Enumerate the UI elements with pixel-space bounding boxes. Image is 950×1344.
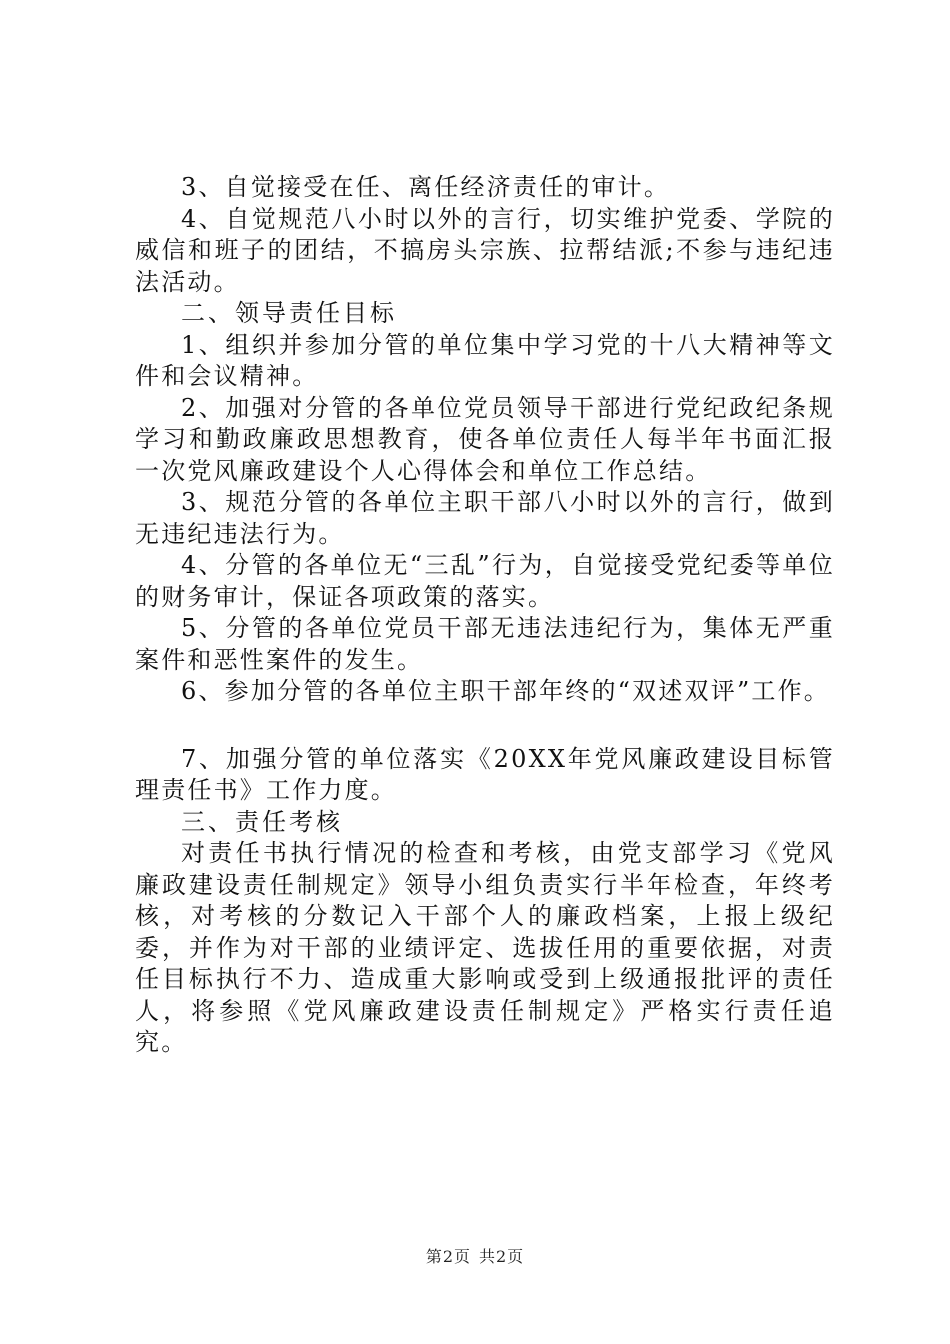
document-body <box>135 172 835 1059</box>
paragraph-goal-6: 6、参加分管的各单位主职干部年终的“双述双评”工作。 <box>181 677 831 705</box>
paragraph-assessment: 对责任书执行情况的检查和考核，由党支部学习《党风廉政建设责任制规定》领导小组负责实行半年检查，年终考核，对考核的分数记入干部个人的廉政档案，上报上级纪委，并作为对干部的业绩评定、选拔任用的重要依据，对责任目标执行不力、造成重大影响或受到上级通报批评的责任人，将参照《党风廉政建设责任制规定》严格实行责任追究。 <box>135 839 835 1056</box>
paragraph-goal-5: 5、分管的各单位党员干部无违法违纪行为，集体无严重案件和恶性案件的发生。 <box>135 614 835 674</box>
paragraph-goal-7: 7、加强分管的单位落实《20XX年党风廉政建设目标管理责任书》工作力度。 <box>135 744 835 804</box>
section-heading-assessment: 三、责任考核 <box>181 807 343 836</box>
page-number-total: 共2页 <box>479 1247 525 1266</box>
section-heading-leadership-goals: 二、领导责任目标 <box>181 299 397 327</box>
paragraph-goal-4: 4、分管的各单位无“三乱”行为，自觉接受党纪委等单位的财务审计，保证各项政策的落实。 <box>135 551 835 611</box>
paragraph-goal-1: 1、组织并参加分管的单位集中学习党的十八大精神等文件和会议精神。 <box>135 330 835 390</box>
paragraph-item-3-audit: 3、自觉接受在任、离任经济责任的审计。 <box>181 173 671 201</box>
paragraph-item-4-conduct: 4、自觉规范八小时以外的言行，切实维护党委、学院的威信和班子的团结，不搞房头宗族、拉帮结派;不参与违纪违法活动。 <box>135 204 835 296</box>
page-number-current: 第2页 <box>425 1247 471 1266</box>
paragraph-goal-3: 3、规范分管的各单位主职干部八小时以外的言行，做到无违纪违法行为。 <box>135 488 835 548</box>
page-footer <box>0 1244 950 1267</box>
paragraph-goal-2: 2、加强对分管的各单位党员领导干部进行党纪政纪条规学习和勤政廉政思想教育，使各单位责任人每半年书面汇报一次党风廉政建设个人心得体会和单位工作总结。 <box>135 393 835 485</box>
